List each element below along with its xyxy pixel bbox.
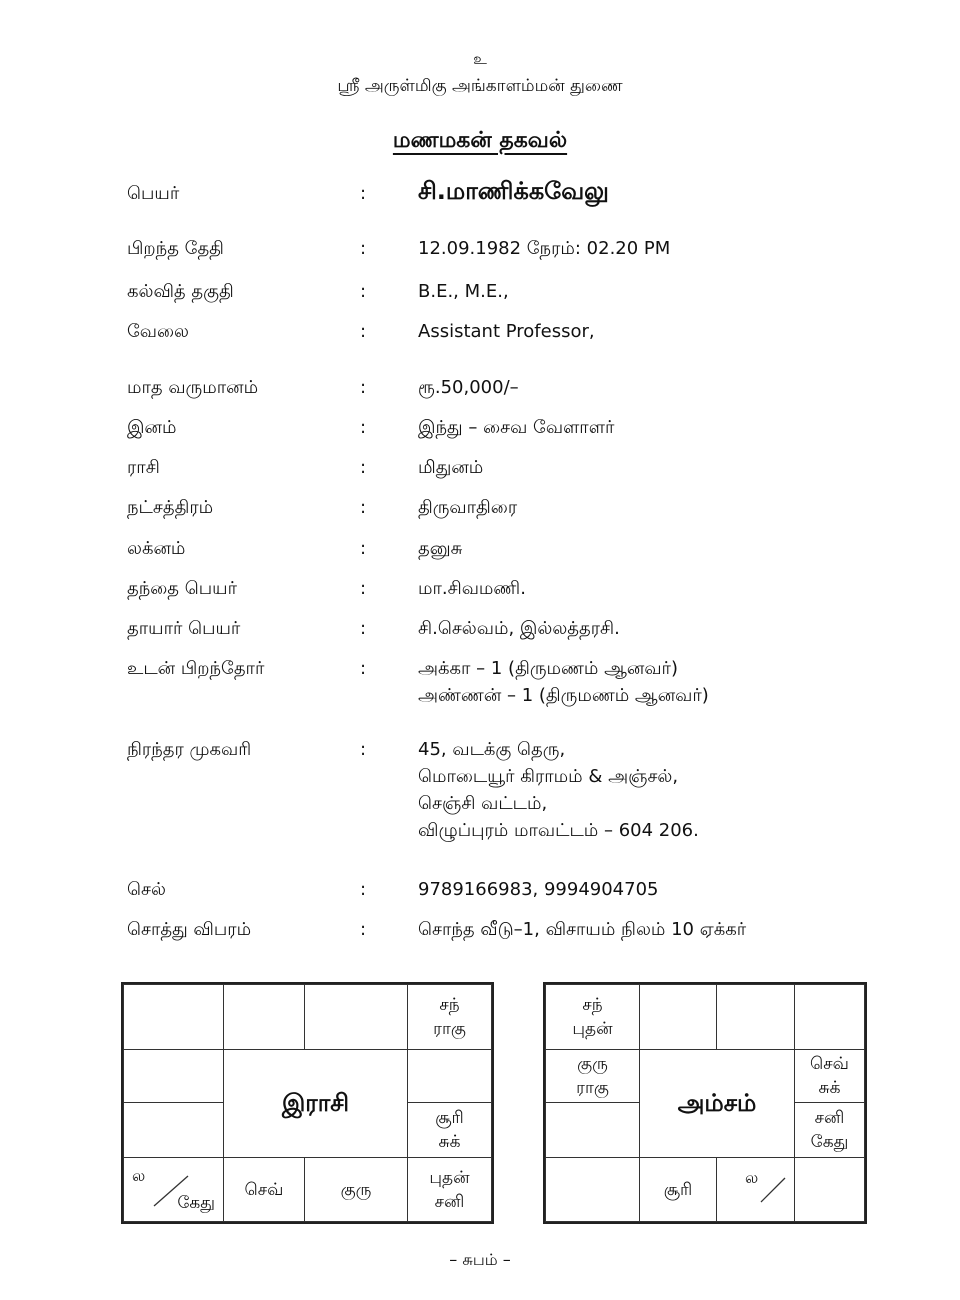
header-symbol: உ bbox=[473, 50, 487, 68]
education-label: கல்வித் தகுதி bbox=[127, 281, 234, 302]
separator: : bbox=[360, 739, 367, 760]
amsam-cell-right-3: சனி கேது bbox=[794, 1102, 865, 1158]
rasi-cell-bottom-3: குரு bbox=[304, 1157, 408, 1222]
amsam-cell-top-2 bbox=[639, 984, 717, 1050]
job-label: வேலை bbox=[127, 321, 189, 342]
rasi-cell-bottom-4: புதன் சனி bbox=[407, 1157, 492, 1222]
rasi-cell-top-4: சந் ராகு bbox=[407, 984, 492, 1050]
father-label: தந்தை பெயர் bbox=[127, 578, 237, 599]
job-value: Assistant Professor, bbox=[418, 321, 595, 342]
phone-label: செல் bbox=[127, 879, 166, 900]
amsam-cell-top-3 bbox=[716, 984, 795, 1050]
father-value: மா.சிவமணி. bbox=[418, 578, 526, 599]
separator: : bbox=[360, 377, 367, 398]
amsam-chart-title: அம்சம் bbox=[677, 1088, 757, 1117]
rasi-cell-top-1 bbox=[123, 984, 224, 1050]
separator: : bbox=[360, 321, 367, 342]
amsam-cell-bottom-4 bbox=[794, 1157, 865, 1222]
dob-value: 12.09.1982 நேரம்: 02.20 PM bbox=[418, 238, 671, 259]
rasi-cell-top-3 bbox=[304, 984, 408, 1050]
separator: : bbox=[360, 238, 367, 259]
siblings-line: அக்கா – 1 (திருமணம் ஆனவர்) bbox=[418, 658, 678, 679]
star-value: திருவாதிரை bbox=[418, 497, 518, 518]
siblings-line: அண்ணன் – 1 (திருமணம் ஆனவர்) bbox=[418, 685, 709, 706]
separator: : bbox=[360, 618, 367, 639]
footer-text: – சுபம் – bbox=[449, 1250, 511, 1269]
name-label: பெயர் bbox=[127, 183, 180, 204]
phone-value: 9789166983, 9994904705 bbox=[418, 879, 659, 900]
separator: : bbox=[360, 658, 367, 679]
education-value: B.E., M.E., bbox=[418, 281, 509, 302]
rasi-chart bbox=[121, 982, 494, 1224]
income-label: மாத வருமானம் bbox=[127, 377, 259, 398]
amsam-cell-bottom-1 bbox=[545, 1157, 640, 1222]
address-label: நிரந்தர முகவரி bbox=[127, 739, 252, 760]
amsam-cell-left-3 bbox=[545, 1102, 640, 1158]
rasi-cell-bottom-2: செவ் bbox=[223, 1157, 305, 1222]
siblings-value bbox=[418, 655, 709, 709]
lagnam-value: தனுசு bbox=[418, 538, 463, 559]
rasi-cell-left-3 bbox=[123, 1102, 224, 1158]
separator: : bbox=[360, 183, 367, 204]
rasi-cell-left-2 bbox=[123, 1049, 224, 1103]
income-value: ரூ.50,000/– bbox=[418, 377, 519, 398]
address-value bbox=[418, 736, 699, 844]
rasi-cell-right-3: சூரி சுக் bbox=[407, 1102, 492, 1158]
rasi-cell-top-2 bbox=[223, 984, 305, 1050]
star-label: நட்சத்திரம் bbox=[127, 497, 214, 518]
separator: : bbox=[360, 417, 367, 438]
name-value: சி.மாணிக்கவேலு bbox=[418, 177, 609, 205]
address-line: விழுப்புரம் மாவட்டம் – 604 206. bbox=[418, 820, 699, 841]
property-label: சொத்து விபரம் bbox=[127, 919, 252, 940]
mother-value: சி.செல்வம், இல்லத்தரசி. bbox=[418, 618, 620, 639]
address-line: 45, வடக்கு தெரு, bbox=[418, 739, 566, 760]
caste-label: இனம் bbox=[127, 417, 177, 438]
rasi-cell-bottom-1: ல கேது bbox=[123, 1157, 224, 1222]
lagnam-label: லக்னம் bbox=[127, 538, 186, 559]
amsam-cell-bottom-2: சூரி bbox=[639, 1157, 717, 1222]
amsam-cell-top-1: சந் புதன் bbox=[545, 984, 640, 1050]
separator: : bbox=[360, 497, 367, 518]
siblings-label: உடன் பிறந்தோர் bbox=[127, 658, 265, 679]
address-line: செஞ்சி வட்டம், bbox=[418, 793, 548, 814]
caste-value: இந்து – சைவ வேளாளர் bbox=[418, 417, 615, 438]
rasi-cell-right-2 bbox=[407, 1049, 492, 1103]
address-line: மொடையூர் கிராமம் & அஞ்சல், bbox=[418, 766, 679, 787]
separator: : bbox=[360, 578, 367, 599]
amsam-cell-bottom-3: ல bbox=[716, 1157, 795, 1222]
rasi-chart-title: இராசி bbox=[281, 1088, 350, 1117]
amsam-cell-right-2: செவ் சுக் bbox=[794, 1049, 865, 1103]
amsam-chart bbox=[543, 982, 867, 1224]
property-value: சொந்த வீடு–1, விசாயம் நிலம் 10 ஏக்கர் bbox=[418, 919, 747, 940]
separator: : bbox=[360, 457, 367, 478]
separator: : bbox=[360, 281, 367, 302]
amsam-cell-left-2: குரு ராகு bbox=[545, 1049, 640, 1103]
mother-label: தாயார் பெயர் bbox=[127, 618, 241, 639]
separator: : bbox=[360, 919, 367, 940]
rasi-label: ராசி bbox=[127, 457, 160, 478]
rasi-value: மிதுனம் bbox=[418, 457, 484, 478]
separator: : bbox=[360, 538, 367, 559]
dob-label: பிறந்த தேதி bbox=[127, 238, 224, 259]
amsam-cell-top-4 bbox=[794, 984, 865, 1050]
page-title: மணமகன் தகவல் bbox=[392, 128, 568, 153]
header-blessing: ஸ்ரீ அருள்மிகு அங்காளம்மன் துணை bbox=[337, 76, 623, 96]
separator: : bbox=[360, 879, 367, 900]
